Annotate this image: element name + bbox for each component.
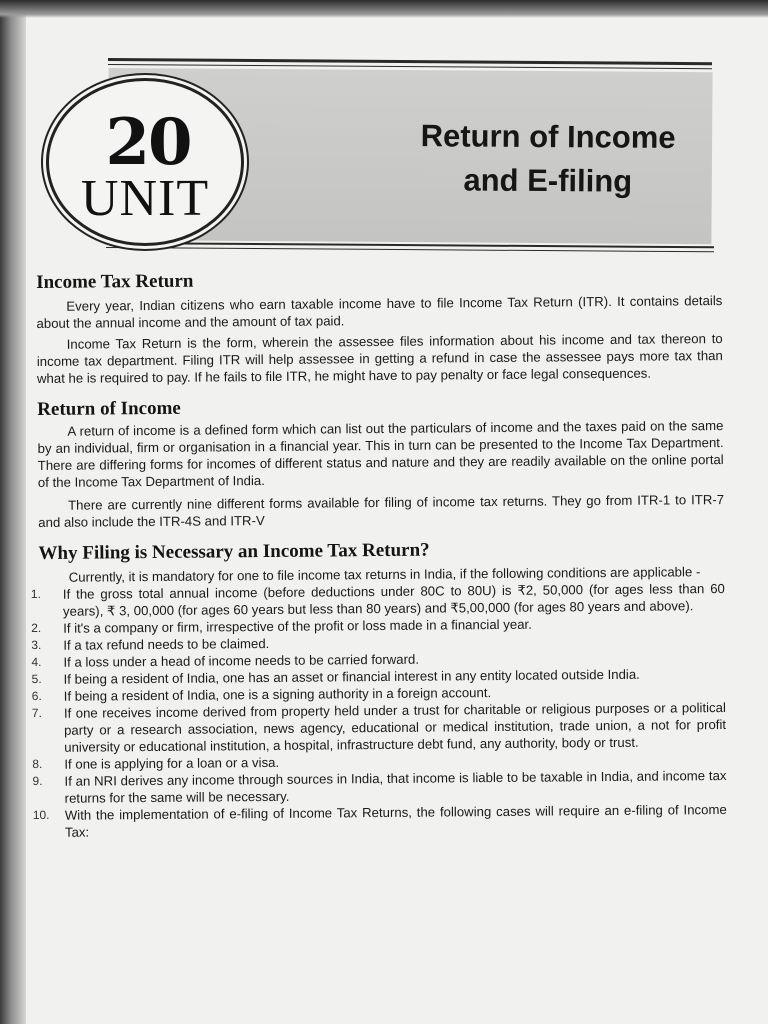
list-item-text: If one is applying for a loan or a visa. — [64, 754, 280, 772]
list-item-number: 10. — [32, 807, 50, 823]
list-item-text: If an NRI derives any income through sources in India, that income is liable to be taxable in India, and income tax returns for the same will be necessary. — [64, 767, 727, 806]
paragraph-itr-2: Income Tax Return is the form, wherein the assessee files information about his income and tax thereon to income tax department. Filing ITR will help assessee in getting a refund in case the assessee pays more tax than what he is required to pay. If he fails to file ITR, he might have to pay penalty or face legal consequences. — [36, 331, 723, 386]
list-item-number: 4. — [31, 654, 42, 670]
list-item-text: If one receives income derived from property held under a trust for charitable or religious purposes or a political party or a research association, news agency, educational or medical institution, trade union, a not for profit university or educational institution, a hospital, infrastructure debt fund, any authority, body or trust. — [63, 699, 727, 755]
paragraph-itr-1: Every year, Indian citizens who earn taxable income have to file Income Tax Return (ITR). It contains details about the annual income and the amount of tax paid. — [36, 293, 723, 331]
list-item-text: If a loss under a head of income needs to be carried forward. — [63, 651, 420, 670]
unit-badge — [46, 78, 244, 246]
conditions-list — [30, 580, 727, 841]
list-item-text: If being a resident of India, one is a signing authority in a foreign account. — [63, 685, 492, 704]
list-item — [31, 699, 727, 756]
list-item-text: If it's a company or firm, irrespective of the profit or loss made in a financial year. — [63, 616, 532, 636]
chapter-title — [338, 114, 759, 205]
page-top-shadow — [0, 0, 768, 18]
list-item-number: 6. — [31, 688, 42, 704]
list-item — [32, 801, 727, 841]
unit-number: 20 — [105, 105, 191, 180]
heading-why-filing: Why Filing is Necessary an Income Tax Return? — [38, 539, 430, 564]
list-item-number: 7. — [31, 705, 42, 721]
heading-return-of-income: Return of Income — [37, 397, 181, 420]
list-item-text: If being a resident of India, one has an asset or financial interest in any entity located outside India. — [63, 666, 640, 687]
heading-income-tax-return: Income Tax Return — [36, 270, 194, 293]
list-item-number: 2. — [31, 620, 42, 636]
paragraph-why-intro: Currently, it is mandatory for one to file income tax returns in India, if the following conditions are applicable - — [68, 564, 701, 585]
list-item-text: If a tax refund needs to be claimed. — [63, 635, 270, 653]
list-item-text: If the gross total annual income (before deductions under 80C to 80U) is ₹2, 50,000 (for ages less than 60 years), ₹ 3, 00,000 (for ages 60 years but less than 80 years) and ₹5,00,000 (for ages 80 years and above). — [62, 581, 725, 619]
list-item-text: With the implementation of e-filing of Income Tax Returns, the following cases will require an e-filing of Income Tax: — [64, 801, 727, 840]
chapter-title-line-1: Return of Income — [420, 118, 676, 155]
list-item-number: 3. — [31, 637, 42, 653]
book-spine-shadow — [0, 0, 26, 1024]
paragraph-roi-1: A return of income is a defined form which can list out the particulars of income and the taxes paid on the same by an individual, firm or organisation in a financial year. This in turn can be presented to the Income Tax Department. There are differing forms for incomes of different status and nature and they are readily available on the online portal of the Income Tax Department of India. — [37, 418, 724, 490]
chapter-title-line-2: and E-filing — [463, 162, 633, 199]
chapter-banner — [46, 58, 714, 250]
list-item-number: 8. — [32, 756, 43, 772]
page-body — [30, 260, 727, 841]
list-item-number: 9. — [32, 773, 43, 789]
banner-rule-bottom-thin — [106, 247, 714, 252]
list-item-number: 5. — [31, 671, 42, 687]
list-item-number: 1. — [30, 586, 41, 602]
unit-label: UNIT — [80, 170, 210, 227]
paragraph-roi-2: There are currently nine different forms available for filing of income tax returns. They go from ITR-1 to ITR-7 and also include the ITR-4S and ITR-V — [38, 492, 725, 530]
